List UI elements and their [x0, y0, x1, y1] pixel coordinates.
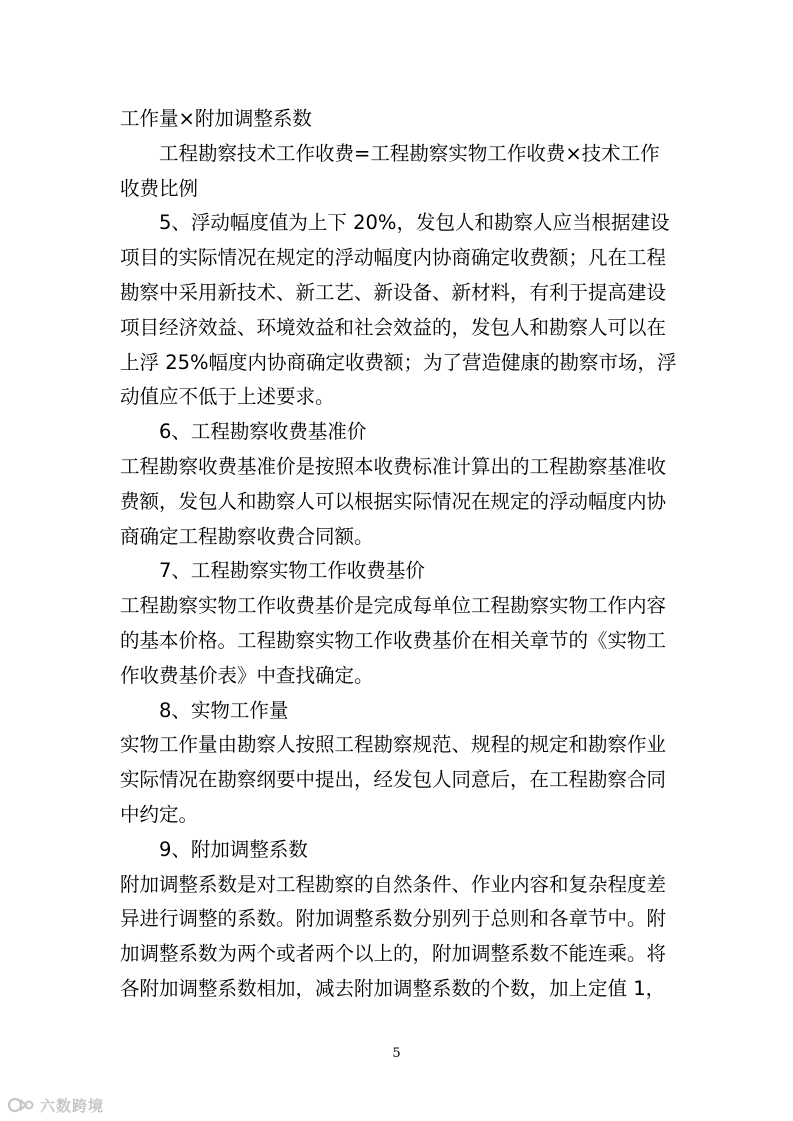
watermark: [8, 1093, 104, 1117]
text-line: 勘察中采用新技术、新工艺、新设备、新材料，有利于提高建设: [120, 280, 667, 304]
text-line: 各附加调整系数相加，减去附加调整系数的个数，加上定值 1，: [120, 976, 666, 1000]
document-body: [120, 102, 685, 1007]
text-line: 商确定工程勘察收费合同额。: [120, 524, 374, 548]
text-line: 收费比例: [120, 176, 199, 200]
text-line: 5、浮动幅度值为上下 20%，发包人和勘察人应当根据建设: [159, 211, 670, 235]
brand-logo-icon: [8, 1096, 34, 1114]
text-line: 工程勘察实物工作收费基价是完成每单位工程勘察实物工作内容: [120, 594, 667, 618]
text-line: 8、实物工作量: [159, 698, 289, 722]
text-line: 附加调整系数是对工程勘察的自然条件、作业内容和复杂程度差: [120, 872, 667, 896]
text-line: 9、附加调整系数: [159, 837, 308, 861]
text-line: 6、工程勘察收费基准价: [159, 420, 367, 444]
text-line: 动值应不低于上述要求。: [120, 385, 335, 409]
text-line: 工程勘察技术工作收费=工程勘察实物工作收费×技术工作: [159, 141, 660, 165]
text-line: 作收费基价表》中查找确定。: [120, 663, 374, 687]
text-line: 的基本价格。工程勘察实物工作收费基价在相关章节的《实物工: [120, 628, 667, 652]
text-line: 实际情况在勘察纲要中提出，经发包人同意后，在工程勘察合同: [120, 768, 667, 792]
text-line: 中约定。: [120, 802, 199, 826]
page-number: 5: [392, 1046, 401, 1061]
text-line: 工作量×附加调整系数: [120, 107, 312, 130]
text-line: 加调整系数为两个或者两个以上的，附加调整系数不能连乘。将: [120, 942, 667, 966]
text-line: 项目的实际情况在规定的浮动幅度内协商确定收费额；凡在工程: [120, 246, 667, 270]
text-line: 实物工作量由勘察人按照工程勘察规范、规程的规定和勘察作业: [120, 733, 667, 757]
text-line: 7、工程勘察实物工作收费基价: [159, 559, 425, 583]
text-line: 上浮 25%幅度内协商确定收费额；为了营造健康的勘察市场，浮: [120, 350, 677, 374]
text-line: 费额，发包人和勘察人可以根据实际情况在规定的浮动幅度内协: [120, 489, 667, 513]
text-line: 项目经济效益、环境效益和社会效益的，发包人和勘察人可以在: [120, 315, 667, 339]
text-line: 工程勘察收费基准价是按照本收费标准计算出的工程勘察基准收: [120, 454, 667, 478]
watermark-text: 六数跨境: [40, 1096, 105, 1115]
text-line: 异进行调整的系数。附加调整系数分别列于总则和各章节中。附: [120, 907, 667, 931]
